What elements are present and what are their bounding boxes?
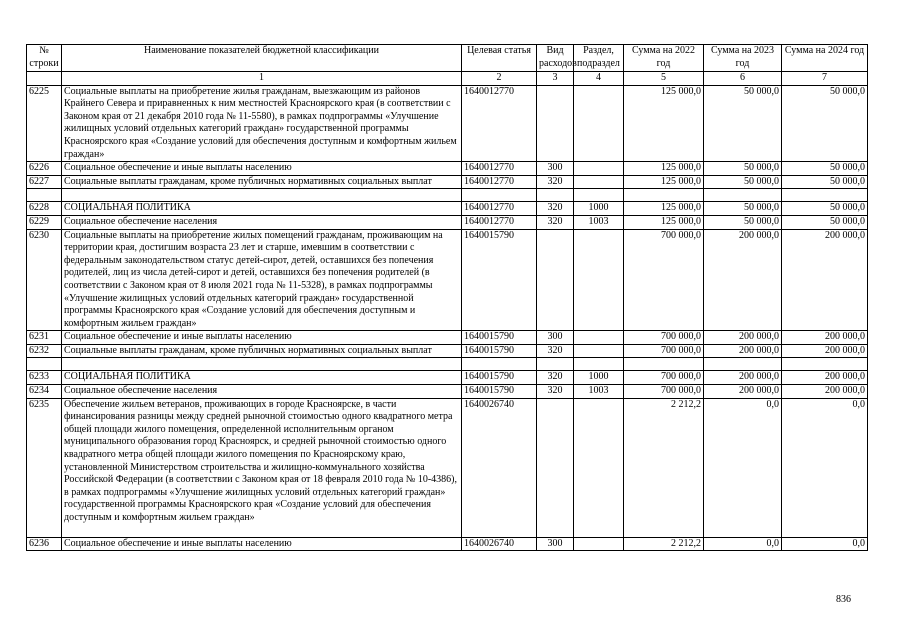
row-expense-type: 320 (537, 175, 574, 189)
page-number: 836 (836, 594, 851, 605)
row-expense-type: 320 (537, 215, 574, 229)
column-number: 6 (704, 72, 782, 86)
row-sum-2022: 125 000,0 (624, 162, 704, 176)
row-section (574, 85, 624, 162)
row-sum-2024: 200 000,0 (782, 385, 868, 399)
row-name: Социальное обеспечение и иные выплаты населению (62, 537, 462, 551)
row-section (574, 175, 624, 189)
row-sum-2024: 50 000,0 (782, 202, 868, 216)
header-sum-2022: Сумма на 2022 год (624, 45, 704, 72)
row-sum-2024: 50 000,0 (782, 215, 868, 229)
row-number: 6229 (27, 215, 62, 229)
column-number: 2 (462, 72, 537, 86)
row-sum-2022: 125 000,0 (624, 215, 704, 229)
row-sum-2023: 50 000,0 (704, 202, 782, 216)
row-sum-2024: 0,0 (782, 537, 868, 551)
row-sum-2023: 50 000,0 (704, 215, 782, 229)
header-target: Целевая статья (462, 45, 537, 72)
row-sum-2024: 50 000,0 (782, 175, 868, 189)
row-sum-2022: 700 000,0 (624, 344, 704, 358)
row-sum-2024: 200 000,0 (782, 331, 868, 345)
row-sum-2023: 200 000,0 (704, 331, 782, 345)
row-number: 6231 (27, 331, 62, 345)
column-number: 4 (574, 72, 624, 86)
column-number: 3 (537, 72, 574, 86)
row-section: 1000 (574, 202, 624, 216)
row-target: 1640012770 (462, 85, 537, 162)
row-number: 6234 (27, 385, 62, 399)
row-target: 1640012770 (462, 175, 537, 189)
row-number: 6227 (27, 175, 62, 189)
row-sum-2022: 700 000,0 (624, 331, 704, 345)
row-sum-2023: 200 000,0 (704, 371, 782, 385)
row-sum-2024: 200 000,0 (782, 344, 868, 358)
row-section: 1003 (574, 385, 624, 399)
row-name: Социальные выплаты на приобретение жилых помещений гражданам, проживающим на территории края, достигшим возраста 23 лет и старше, имевшим в соответствии с федеральным законодательством статус детей-сирот, детей, оставшихся без попечения родителей, лиц из числа детей-сирот и детей, оставшихся без попечения родителей (в соответствии с Законом края от 8 июля 2021 года № 11-5328), в рамках подпрограммы «Улучшение жилищных условий отдельных категорий граждан» государственной программы Красноярского края «Создание условий для обеспечения доступным и комфортным жильем граждан» (62, 229, 462, 331)
table-row (27, 175, 868, 189)
row-number: 6225 (27, 85, 62, 162)
row-expense-type: 300 (537, 162, 574, 176)
row-sum-2023: 200 000,0 (704, 344, 782, 358)
table-row (27, 229, 868, 331)
header-name: Наименование показателей бюджетной классификации (62, 45, 462, 72)
row-name: Социальное обеспечение населения (62, 385, 462, 399)
header-expense-type: Вид расходов (537, 45, 574, 72)
row-section: 1000 (574, 371, 624, 385)
row-sum-2022: 125 000,0 (624, 202, 704, 216)
table-row (27, 85, 868, 162)
row-number: 6235 (27, 398, 62, 537)
row-name: Социальное обеспечение и иные выплаты населению (62, 331, 462, 345)
row-sum-2023: 0,0 (704, 398, 782, 537)
row-section (574, 537, 624, 551)
row-name: СОЦИАЛЬНАЯ ПОЛИТИКА (62, 202, 462, 216)
row-sum-2023: 200 000,0 (704, 385, 782, 399)
row-name: Социальные выплаты гражданам, кроме публичных нормативных социальных выплат (62, 344, 462, 358)
row-name: Социальные выплаты гражданам, кроме публичных нормативных социальных выплат (62, 175, 462, 189)
row-number: 6233 (27, 371, 62, 385)
row-section (574, 331, 624, 345)
row-target: 1640012770 (462, 162, 537, 176)
row-sum-2022: 125 000,0 (624, 175, 704, 189)
row-name: Социальные выплаты на приобретение жилья гражданам, выезжающим из районов Крайнего Севера и приравненных к ним местностей Красноярского края (в соответствии с Законом края от 21 декабря 2010 года № 11-5580), в рамках подпрограммы «Улучшение жилищных условий отдельных категорий граждан» государственной программы Красноярского края «Создание условий для обеспечения доступным и комфортным жильем граждан» (62, 85, 462, 162)
row-sum-2024: 50 000,0 (782, 162, 868, 176)
table-row (27, 371, 868, 385)
column-number (27, 72, 62, 86)
column-number: 7 (782, 72, 868, 86)
row-section (574, 344, 624, 358)
row-expense-type: 320 (537, 344, 574, 358)
row-sum-2024: 50 000,0 (782, 85, 868, 162)
row-expense-type: 320 (537, 202, 574, 216)
row-sum-2023: 50 000,0 (704, 175, 782, 189)
spacer-row (27, 189, 868, 202)
row-expense-type: 300 (537, 537, 574, 551)
row-sum-2022: 125 000,0 (624, 85, 704, 162)
row-target: 1640015790 (462, 371, 537, 385)
row-name: Обеспечение жильем ветеранов, проживающих в городе Красноярске, в части финансирования разницы между средней рыночной стоимостью одного квадратного метра общей площади жилого помещения, определенной исполнительным органом муниципального образования город Красноярск, и средней рыночной стоимостью одного квадратного метра общей площади жилого помещения по Красноярскому краю, установленной Министерством строительства и жилищно-коммунального хозяйства Российской Федерации (в соответствии с Законом края от 18 февраля 2010 года № 10-4386), в рамках подпрограммы «Улучшение жилищных условий отдельных категорий граждан» государственной программы Красноярского края «Создание условий для обеспечения доступным и комфортным жильем граждан» (62, 398, 462, 537)
row-target: 1640015790 (462, 344, 537, 358)
row-sum-2022: 2 212,2 (624, 398, 704, 537)
table-row (27, 398, 868, 537)
row-target: 1640012770 (462, 202, 537, 216)
column-number: 1 (62, 72, 462, 86)
row-name: СОЦИАЛЬНАЯ ПОЛИТИКА (62, 371, 462, 385)
row-sum-2022: 700 000,0 (624, 385, 704, 399)
row-sum-2023: 50 000,0 (704, 85, 782, 162)
row-target: 1640026740 (462, 398, 537, 537)
row-section: 1003 (574, 215, 624, 229)
row-name: Социальное обеспечение и иные выплаты населению (62, 162, 462, 176)
row-expense-type: 320 (537, 385, 574, 399)
row-sum-2022: 700 000,0 (624, 229, 704, 331)
row-name: Социальное обеспечение населения (62, 215, 462, 229)
row-number: 6226 (27, 162, 62, 176)
column-number: 5 (624, 72, 704, 86)
row-target: 1640015790 (462, 385, 537, 399)
row-target: 1640026740 (462, 537, 537, 551)
row-expense-type (537, 229, 574, 331)
row-number: 6236 (27, 537, 62, 551)
row-target: 1640012770 (462, 215, 537, 229)
row-sum-2024: 200 000,0 (782, 371, 868, 385)
budget-table (26, 44, 868, 551)
row-number: 6232 (27, 344, 62, 358)
column-number-row (27, 72, 868, 86)
table-row (27, 385, 868, 399)
row-sum-2022: 700 000,0 (624, 371, 704, 385)
row-target: 1640015790 (462, 229, 537, 331)
row-expense-type: 320 (537, 371, 574, 385)
header-section: Раздел, подраздел (574, 45, 624, 72)
table-row (27, 344, 868, 358)
row-expense-type: 300 (537, 331, 574, 345)
row-number: 6228 (27, 202, 62, 216)
header-sum-2024: Сумма на 2024 год (782, 45, 868, 72)
row-sum-2023: 50 000,0 (704, 162, 782, 176)
row-expense-type (537, 85, 574, 162)
row-section (574, 162, 624, 176)
table-row (27, 215, 868, 229)
table-row (27, 202, 868, 216)
row-sum-2024: 0,0 (782, 398, 868, 537)
table-row (27, 162, 868, 176)
header-sum-2023: Сумма на 2023 год (704, 45, 782, 72)
row-number: 6230 (27, 229, 62, 331)
row-sum-2023: 0,0 (704, 537, 782, 551)
row-target: 1640015790 (462, 331, 537, 345)
header-row-no: № строки (27, 45, 62, 72)
table-row (27, 537, 868, 551)
row-sum-2024: 200 000,0 (782, 229, 868, 331)
row-sum-2023: 200 000,0 (704, 229, 782, 331)
header-row (27, 45, 868, 72)
spacer-row (27, 358, 868, 371)
row-sum-2022: 2 212,2 (624, 537, 704, 551)
table-row (27, 331, 868, 345)
row-section (574, 398, 624, 537)
row-section (574, 229, 624, 331)
row-expense-type (537, 398, 574, 537)
